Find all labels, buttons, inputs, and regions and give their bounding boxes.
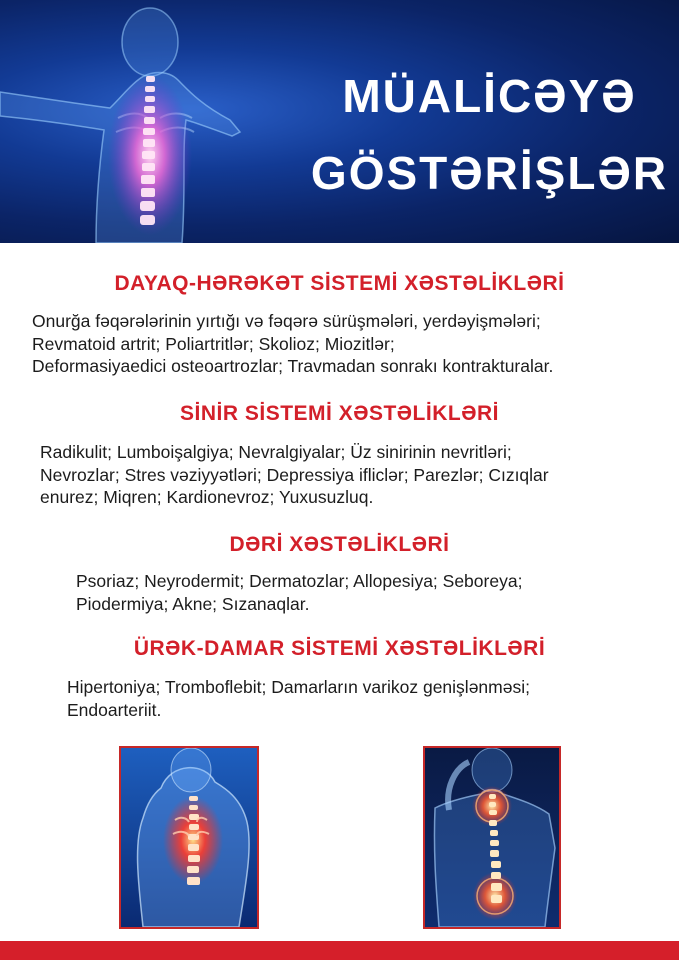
section-body-cardiovascular (67, 676, 530, 721)
section-line: Hipertoniya; Tromboflebit; Damarların varikoz genişlənməsi; (67, 677, 530, 697)
neck-back-pain-image (423, 746, 561, 929)
section-line: Radikulit; Lumboişalgiya; Nevralgiyalar; Üz sinirinin nevritləri; (40, 442, 512, 462)
back-spine-pain-image (119, 746, 259, 929)
section-line: Revmatoid artrit; Poliartritlər; Skolioz; Miozitlər; (32, 333, 395, 354)
section-line: Nevrozlar; Stres vəziyyətləri; Depressiya ifliclər; Parezlər; Cızıqlar (40, 464, 549, 485)
section-line: Onurğa fəqərələrinin yırtığı və fəqərə sürüşmələri, yerdəyişmələri; (32, 311, 541, 331)
page-title (300, 58, 679, 212)
section-line: Deformasiyaedici osteoartrozlar; Travmadan sonrakı kontrakturalar. (32, 356, 554, 376)
section-title-nervous-system: SİNİR SİSTEMİ XƏSTƏLİKLƏRİ (180, 402, 499, 425)
title-line-1: MÜALİCƏYƏ (342, 70, 637, 122)
section-title-musculoskeletal: DAYAQ-HƏRƏKƏT SİSTEMİ XƏSTƏLİKLƏRİ (114, 272, 565, 295)
section-title-cardiovascular: ÜRƏK-DAMAR SİSTEMİ XƏSTƏLİKLƏRİ (133, 637, 546, 660)
section-line: Piodermiya; Akne; Sızanaqlar. (76, 593, 310, 614)
section-body-skin-diseases (76, 570, 522, 615)
section-line: Psoriaz; Neyrodermit; Dermatozlar; Allopesiya; Seboreya; (76, 571, 523, 591)
section-body-musculoskeletal (32, 310, 553, 378)
section-line: enurez; Miqren; Kardionevroz; Yuxusuzluq. (40, 487, 374, 507)
section-line: Endoarteriit. (67, 699, 162, 720)
section-body-nervous-system (40, 441, 549, 509)
hero-banner (0, 0, 679, 243)
bottom-accent-bar (0, 941, 679, 960)
section-title-skin-diseases: DƏRİ XƏSTƏLİKLƏRİ (229, 533, 450, 556)
title-line-2: GÖSTƏRİŞLƏR (310, 147, 669, 199)
